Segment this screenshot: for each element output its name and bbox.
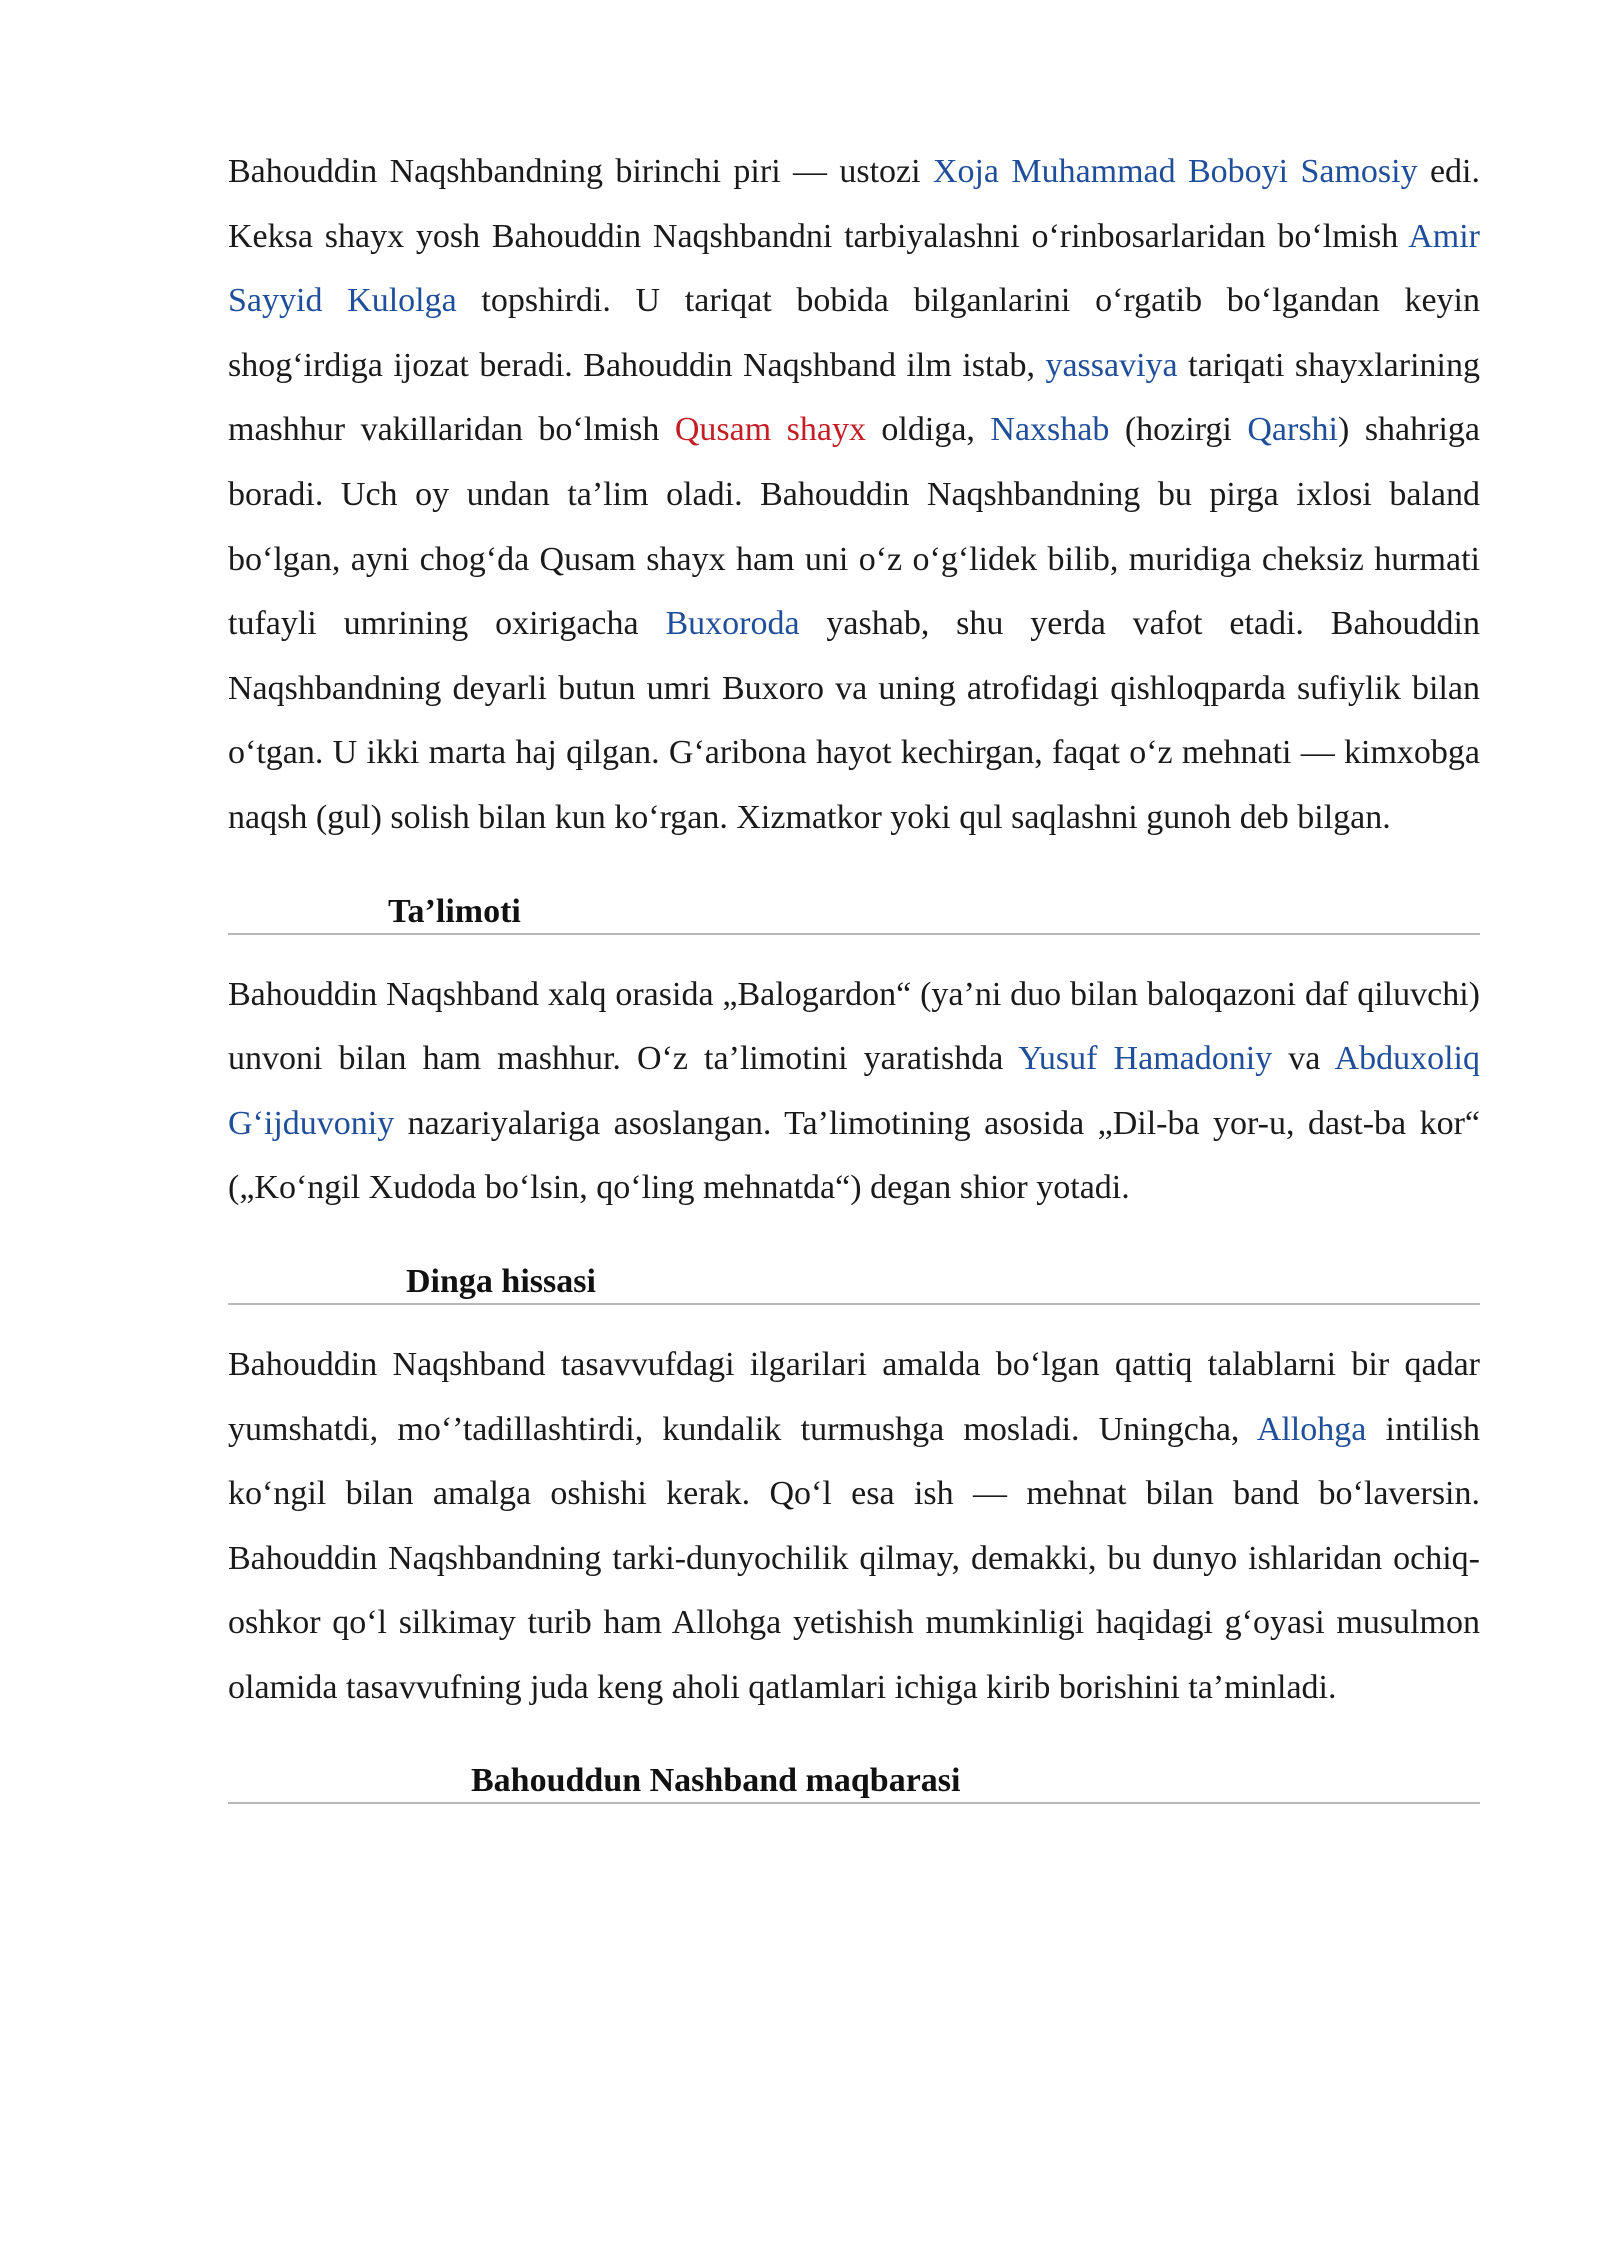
text-run: Bahouddin Naqshbandning birinchi piri — ustozi [228,153,933,190]
link-buxoroda[interactable]: Buxoroda [665,605,800,643]
dinga-paragraph [228,1333,1480,1721]
link-abduxoliq-gijduvoniy[interactable]: Abduxoliq G‘ijduvoniy [228,1040,1480,1142]
text-run: (hozirgi [1109,411,1248,449]
link-amir-sayyid-kulol[interactable]: Amir Sayyid Kulolga [228,217,1480,320]
document-body [228,140,1480,1804]
text-run: ) shahriga boradi. Uch oy undan ta’lim oladi. Bahouddin Naqshbandning bu pirga ixlosi baland bo‘lgan, ayni chog‘da Qusam shayx ham uni o‘z o‘g‘lidek bilib, muridiga cheksiz hurmati tufayli umrining oxirigacha [228,411,1481,643]
link-yassaviya[interactable]: yassaviya [1045,346,1178,384]
section-heading-dinga-hissasi: Dinga hissasi [228,1261,1480,1305]
text-run: intilish ko‘ngil bilan amalga oshishi kerak. Qo‘l esa ish — mehnat bilan band bo‘laversin. Bahouddin Naqshbandning tarki-dunyochilik qilmay, demakki, bu dunyo ishlaridan ochiq-oshkor qo‘l silkimay turib ham Allohga yetishish mumkinligi haqidagi g‘oyasi musulmon olamida tasavvufning juda keng aholi qatlamlari ichiga kirib borishini ta’minladi. [228,1410,1481,1706]
text-run: edi. Keksa shayx yosh Bahouddin Naqshbandni tarbiyalashni o‘rinbosarlaridan bo‘lmish [228,153,1480,255]
text-run: oldiga, [865,411,991,449]
text-run: Bahouddin Naqshband xalq orasida „Balogardon“ (ya’ni duo bilan baloqazoni daf qiluvchi) unvoni bilan ham mashhur. O‘z ta’limotini yaratishda [228,975,1480,1078]
link-naxshab[interactable]: Naxshab [990,411,1110,449]
link-qusam-shayx[interactable]: Qusam shayx [674,411,866,449]
text-run: tariqati shayxlarining mashhur vakillaridan bo‘lmish [228,346,1480,449]
intro-paragraph [228,140,1480,851]
link-qarshi[interactable]: Qarshi [1247,411,1339,449]
text-run: yashab, shu yerda vafot etadi. Bahouddin Naqshbandning deyarli butun umri Buxoro va uning atrofidagi qishloqparda sufiylik bilan o‘tgan. U ikki marta haj qilgan. G‘aribona hayot kechirgan, faqat o‘z mehnati — kimxobga naqsh (gul) solish bilan kun ko‘rgan. Xizmatkor yoki qul saqlashni gunoh deb bilgan. [228,605,1480,836]
section-heading-maqbara: Bahouddun Nashband maqbarasi [228,1760,1480,1804]
link-allohga[interactable]: Allohga [1256,1410,1367,1448]
link-yusuf-hamadoniy[interactable]: Yusuf Hamadoniy [1018,1040,1273,1078]
link-xoja-muhammad-boboyi-samosiy[interactable]: Xoja Muhammad Boboyi Samosiy [932,153,1418,190]
text-run: nazariyalariga asoslangan. Ta’limotining asosida „Dil-ba yor-u, dast-ba kor“ („Ko‘ngil Xudoda bo‘lsin, qo‘ling mehnatda“) degan shior yotadi. [228,1104,1480,1207]
talimoti-paragraph [228,963,1480,1221]
text-run: topshirdi. U tariqat bobida bilganlarini o‘rgatib bo‘lgandan keyin shog‘irdiga ijozat beradi. Bahouddin Naqshband ilm istab, [228,282,1481,384]
section-heading-talimoti: Ta’limoti [228,891,1480,935]
text-run: Bahouddin Naqshband tasavvufdagi ilgarilari amalda bo‘lgan qattiq talablarni bir qadar yumshatdi, mo‘’tadillashtirdi, kundalik turmushga mosladi. Uningcha, [228,1345,1480,1448]
text-run: va [1272,1040,1335,1078]
